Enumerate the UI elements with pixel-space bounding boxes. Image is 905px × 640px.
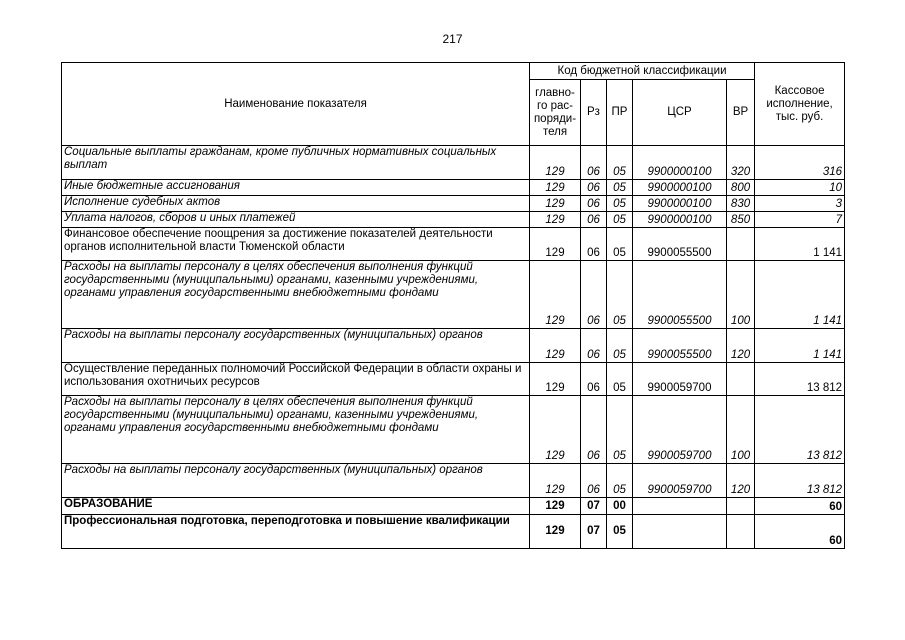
row-grbs: 129 bbox=[530, 146, 581, 180]
row-pr: 00 bbox=[607, 498, 633, 515]
row-amount: 13 812 bbox=[755, 464, 845, 498]
row-vr bbox=[727, 228, 755, 261]
table-row bbox=[62, 180, 845, 196]
row-csr: 9900000100 bbox=[633, 146, 727, 180]
table-row bbox=[62, 146, 845, 180]
row-name: Профессиональная подготовка, переподготовка и повышение квалификации bbox=[62, 515, 530, 549]
row-pr: 05 bbox=[607, 363, 633, 396]
header-vr: ВР bbox=[727, 80, 755, 146]
row-name: Финансовое обеспечение поощрения за достижение показателей деятельности органов исполнительной власти Тюменской области bbox=[62, 228, 530, 261]
row-name: Исполнение судебных актов bbox=[62, 196, 530, 212]
row-grbs: 129 bbox=[530, 261, 581, 329]
row-grbs: 129 bbox=[530, 363, 581, 396]
header-pr: ПР bbox=[607, 80, 633, 146]
row-amount: 60 bbox=[755, 515, 845, 549]
row-amount: 60 bbox=[755, 498, 845, 515]
budget-table bbox=[61, 62, 845, 549]
table-row bbox=[62, 396, 845, 464]
row-pr: 05 bbox=[607, 146, 633, 180]
row-grbs: 129 bbox=[530, 228, 581, 261]
table-row bbox=[62, 196, 845, 212]
row-amount: 13 812 bbox=[755, 363, 845, 396]
row-pr: 05 bbox=[607, 329, 633, 363]
row-csr: 9900059700 bbox=[633, 464, 727, 498]
row-amount: 3 bbox=[755, 196, 845, 212]
row-vr: 320 bbox=[727, 146, 755, 180]
header-name: Наименование показателя bbox=[62, 63, 530, 146]
header-code-group: Код бюджетной классификации bbox=[530, 63, 755, 80]
row-pr: 05 bbox=[607, 180, 633, 196]
row-amount: 7 bbox=[755, 212, 845, 228]
row-vr: 800 bbox=[727, 180, 755, 196]
table-row bbox=[62, 363, 845, 396]
row-name: Расходы на выплаты персоналу в целях обеспечения выполнения функций государственными (муниципальными) органами, казенными учреждениями, органами управления государственными внебюджетными фондами bbox=[62, 396, 530, 464]
row-csr: 9900059700 bbox=[633, 363, 727, 396]
row-rz: 07 bbox=[581, 515, 607, 549]
row-rz: 06 bbox=[581, 329, 607, 363]
row-name: Иные бюджетные ассигнования bbox=[62, 180, 530, 196]
row-pr: 05 bbox=[607, 212, 633, 228]
row-name: Расходы на выплаты персоналу государственных (муниципальных) органов bbox=[62, 329, 530, 363]
row-rz: 06 bbox=[581, 196, 607, 212]
row-vr: 850 bbox=[727, 212, 755, 228]
header-amount: Кассовое исполнение, тыс. руб. bbox=[755, 63, 845, 146]
table-row bbox=[62, 228, 845, 261]
page-number: 217 bbox=[442, 32, 463, 46]
row-amount: 1 141 bbox=[755, 329, 845, 363]
row-grbs: 129 bbox=[530, 396, 581, 464]
row-vr bbox=[727, 498, 755, 515]
row-rz: 06 bbox=[581, 464, 607, 498]
row-csr: 9900000100 bbox=[633, 196, 727, 212]
row-grbs: 129 bbox=[530, 329, 581, 363]
row-csr: 9900055500 bbox=[633, 329, 727, 363]
row-name: Осуществление переданных полномочий Российской Федерации в области охраны и использования охотничьих ресурсов bbox=[62, 363, 530, 396]
row-amount: 13 812 bbox=[755, 396, 845, 464]
row-grbs: 129 bbox=[530, 180, 581, 196]
row-vr bbox=[727, 363, 755, 396]
row-amount: 316 bbox=[755, 146, 845, 180]
row-pr: 05 bbox=[607, 261, 633, 329]
row-pr: 05 bbox=[607, 396, 633, 464]
row-vr bbox=[727, 515, 755, 549]
header-rz: Рз bbox=[581, 80, 607, 146]
header-grbs: главно- го рас- поряди- теля bbox=[530, 80, 581, 146]
row-name: Социальные выплаты гражданам, кроме публичных нормативных социальных выплат bbox=[62, 146, 530, 180]
table-row bbox=[62, 515, 845, 549]
row-grbs: 129 bbox=[530, 212, 581, 228]
row-name: Уплата налогов, сборов и иных платежей bbox=[62, 212, 530, 228]
row-vr: 100 bbox=[727, 396, 755, 464]
row-vr: 120 bbox=[727, 329, 755, 363]
row-pr: 05 bbox=[607, 196, 633, 212]
table-row bbox=[62, 498, 845, 515]
row-pr: 05 bbox=[607, 464, 633, 498]
row-rz: 06 bbox=[581, 212, 607, 228]
row-rz: 06 bbox=[581, 396, 607, 464]
row-grbs: 129 bbox=[530, 498, 581, 515]
row-amount: 1 141 bbox=[755, 261, 845, 329]
row-rz: 06 bbox=[581, 228, 607, 261]
header-csr: ЦСР bbox=[633, 80, 727, 146]
row-vr: 830 bbox=[727, 196, 755, 212]
row-grbs: 129 bbox=[530, 515, 581, 549]
row-name: Расходы на выплаты персоналу государственных (муниципальных) органов bbox=[62, 464, 530, 498]
table-body bbox=[62, 146, 845, 549]
row-vr: 120 bbox=[727, 464, 755, 498]
row-rz: 06 bbox=[581, 261, 607, 329]
table-row bbox=[62, 212, 845, 228]
row-vr: 100 bbox=[727, 261, 755, 329]
row-amount: 1 141 bbox=[755, 228, 845, 261]
row-rz: 06 bbox=[581, 146, 607, 180]
row-csr: 9900000100 bbox=[633, 180, 727, 196]
row-csr: 9900055500 bbox=[633, 261, 727, 329]
row-pr: 05 bbox=[607, 515, 633, 549]
row-grbs: 129 bbox=[530, 196, 581, 212]
row-csr: 9900055500 bbox=[633, 228, 727, 261]
row-rz: 06 bbox=[581, 363, 607, 396]
row-rz: 07 bbox=[581, 498, 607, 515]
row-pr: 05 bbox=[607, 228, 633, 261]
row-name: Расходы на выплаты персоналу в целях обеспечения выполнения функций государственными (муниципальными) органами, казенными учреждениями, органами управления государственными внебюджетными фондами bbox=[62, 261, 530, 329]
row-csr: 9900059700 bbox=[633, 396, 727, 464]
row-rz: 06 bbox=[581, 180, 607, 196]
row-csr: 9900000100 bbox=[633, 212, 727, 228]
table-row bbox=[62, 464, 845, 498]
table-row bbox=[62, 261, 845, 329]
row-amount: 10 bbox=[755, 180, 845, 196]
row-name: ОБРАЗОВАНИЕ bbox=[62, 498, 530, 515]
table-row bbox=[62, 329, 845, 363]
row-csr bbox=[633, 498, 727, 515]
row-grbs: 129 bbox=[530, 464, 581, 498]
row-csr bbox=[633, 515, 727, 549]
